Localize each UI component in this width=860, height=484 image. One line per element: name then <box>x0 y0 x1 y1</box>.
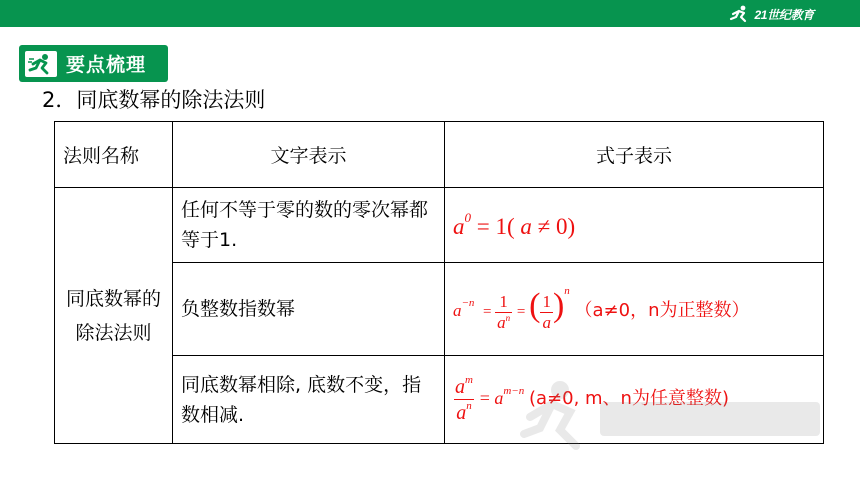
brand-logo-text: 21世纪教育 <box>754 7 814 22</box>
negative-exponent-condition: （a≠0，n为正整数） <box>574 300 750 322</box>
section-title-text: 同底数幂的除法法则 <box>76 88 266 112</box>
row-text-cell: 任何不等于零的数的零次幂都等于1. <box>173 188 445 263</box>
runner-icon <box>729 5 751 23</box>
section-badge-label: 要点梳理 <box>66 54 147 76</box>
row-text-cell: 负整数指数幂 <box>173 263 445 356</box>
brand-logo <box>729 4 814 24</box>
section-badge <box>19 45 168 82</box>
quotient-rule-condition: (a≠0, m、n为任意整数) <box>528 387 729 409</box>
top-bar <box>0 0 860 27</box>
zero-exponent-formula: $a^0 = 1$( a ≠ 0) <box>445 188 824 263</box>
header-formula-form: 式子表示 <box>445 122 824 188</box>
rules-table <box>54 121 824 444</box>
runner-icon <box>28 53 54 75</box>
rule-name-cell <box>55 188 173 444</box>
negative-exponent-formula: $a^{-n}$ = $\frac{1}{a^n}$ = ( $\frac{1}{a}$ )$^n$ （a≠0，n为正整数） <box>445 263 824 356</box>
table-header-row <box>55 122 824 188</box>
row-text-cell: 同底数幂相除, 底数不变，指数相减. <box>173 356 445 444</box>
header-text-form: 文字表示 <box>173 122 445 188</box>
table-row <box>55 188 824 263</box>
section-title <box>42 86 265 114</box>
badge-icon-box <box>25 51 57 77</box>
header-rule-name: 法则名称 <box>55 122 173 188</box>
section-number: 2． <box>42 88 77 112</box>
quotient-rule-formula: $\frac{a^m}{a^n}$ = $a^{m-n}$ (a≠0, m、n为任意整数) <box>445 356 824 444</box>
rule-name: 同底数幂的除法法则 <box>65 287 161 344</box>
